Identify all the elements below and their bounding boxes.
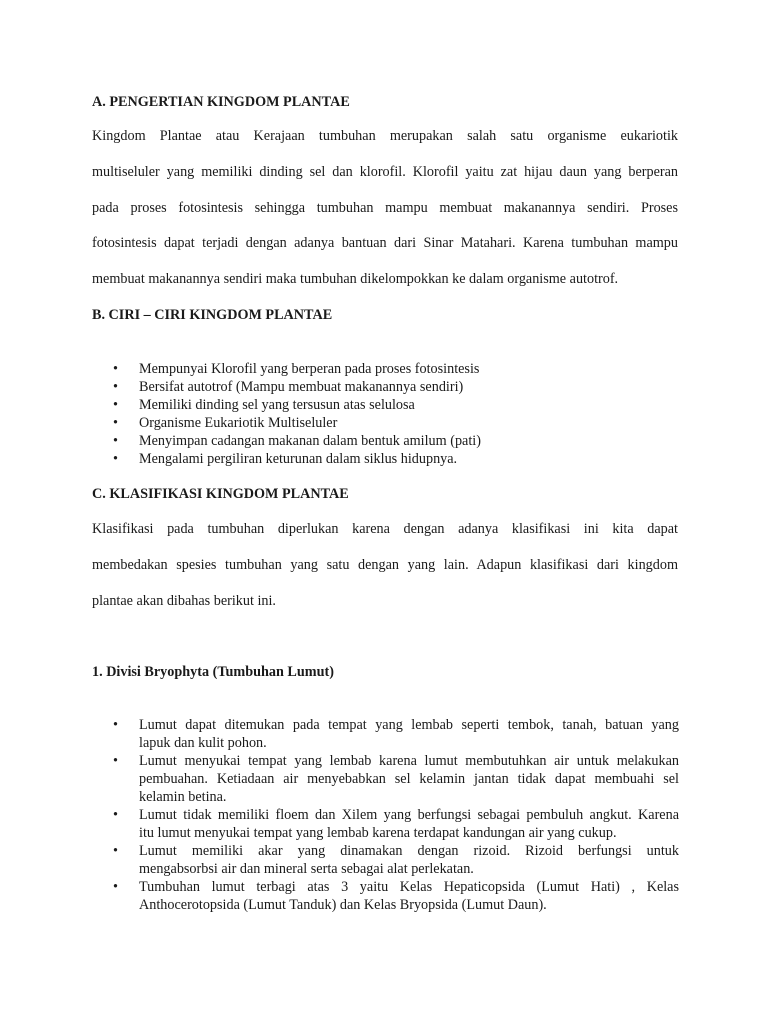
list-item-text: Mempunyai Klorofil yang berperan pada proses fotosintesis	[139, 361, 480, 377]
section-c-line-2: membedakan spesies tumbuhan yang satu dengan yang lain. Adapun klasifikasi dari kingdom	[92, 557, 678, 573]
bullet-icon: •	[113, 361, 118, 377]
list-item-line: lapuk dan kulit pohon.	[139, 735, 267, 751]
section-a-heading: A. PENGERTIAN KINGDOM PLANTAE	[92, 94, 350, 110]
bullet-icon: •	[113, 397, 118, 413]
bullet-icon: •	[113, 717, 118, 733]
bullet-icon: •	[113, 807, 118, 823]
section-c-heading: C. KLASIFIKASI KINGDOM PLANTAE	[92, 486, 349, 502]
list-item	[113, 806, 679, 842]
bullet-icon: •	[113, 843, 118, 859]
section-b-heading: B. CIRI – CIRI KINGDOM PLANTAE	[92, 307, 333, 323]
bullet-icon: •	[113, 433, 118, 449]
bullet-icon: •	[113, 451, 118, 467]
list-item	[113, 450, 679, 468]
list-item-text: Bersifat autotrof (Mampu membuat makanannya sendiri)	[139, 379, 464, 395]
bullet-icon: •	[113, 753, 118, 769]
list-item	[113, 752, 679, 806]
section-a-line-4: fotosintesis dapat terjadi dengan adanya bantuan dari Sinar Matahari. Karena tumbuhan mampu	[92, 235, 678, 251]
list-item-text: Mengalami pergiliran keturunan dalam siklus hidupnya.	[139, 451, 458, 467]
section-a-line-2: multiseluler yang memiliki dinding sel dan klorofil. Klorofil yaitu zat hijau daun yang berperan	[92, 164, 678, 180]
list-item	[113, 878, 679, 914]
list-item-line: Anthocerotopsida (Lumut Tanduk) dan Kelas Bryopsida (Lumut Daun).	[139, 897, 547, 913]
list-item	[113, 716, 679, 752]
list-item-line: kelamin betina.	[139, 789, 227, 805]
list-item	[113, 414, 679, 432]
list-item	[113, 360, 679, 378]
section-c-line-3: plantae akan dibahas berikut ini.	[92, 593, 276, 609]
section-1-heading: 1. Divisi Bryophyta (Tumbuhan Lumut)	[92, 664, 334, 680]
list-item-line: itu lumut menyukai tempat yang lembab karena terdapat kandungan air yang cukup.	[139, 825, 617, 841]
list-item	[113, 842, 679, 878]
bullet-icon: •	[113, 379, 118, 395]
list-item-line: Lumut tidak memiliki floem dan Xilem yang berfungsi sebagai pembuluh angkut. Karena	[139, 807, 679, 823]
list-item-line: Tumbuhan lumut terbagi atas 3 yaitu Kelas Hepaticopsida (Lumut Hati) , Kelas	[139, 879, 679, 895]
section-b-bullet-list	[113, 360, 679, 468]
bullet-icon: •	[113, 879, 118, 895]
section-a-line-5: membuat makanannya sendiri maka tumbuhan dikelompokkan ke dalam organisme autotrof.	[92, 271, 619, 287]
list-item-line: Lumut memiliki akar yang dinamakan dengan rizoid. Rizoid berfungsi untuk	[139, 843, 679, 859]
list-item	[113, 396, 679, 414]
list-item-text: Memiliki dinding sel yang tersusun atas selulosa	[139, 397, 415, 413]
list-item-text: Menyimpan cadangan makanan dalam bentuk amilum (pati)	[139, 433, 481, 449]
list-item-text: Organisme Eukariotik Multiseluler	[139, 415, 338, 431]
list-item-line: mengabsorbsi air dan mineral serta sebagai alat perlekatan.	[139, 861, 474, 877]
section-a-line-1: Kingdom Plantae atau Kerajaan tumbuhan merupakan salah satu organisme eukariotik	[92, 128, 678, 144]
list-item	[113, 432, 679, 450]
section-1-bullet-list	[113, 716, 679, 914]
section-a-line-3: pada proses fotosintesis sehingga tumbuhan mampu membuat makanannya sendiri. Proses	[92, 200, 678, 216]
bullet-icon: •	[113, 415, 118, 431]
list-item-line: Lumut dapat ditemukan pada tempat yang lembab seperti tembok, tanah, batuan yang	[139, 717, 679, 733]
section-c-line-1: Klasifikasi pada tumbuhan diperlukan karena dengan adanya klasifikasi ini kita dapat	[92, 521, 678, 537]
list-item-line: Lumut menyukai tempat yang lembab karena lumut membutuhkan air untuk melakukan	[139, 753, 679, 769]
list-item-line: pembuahan. Ketiadaan air menyebabkan sel kelamin jantan tidak dapat membuahi sel	[139, 771, 679, 787]
list-item	[113, 378, 679, 396]
